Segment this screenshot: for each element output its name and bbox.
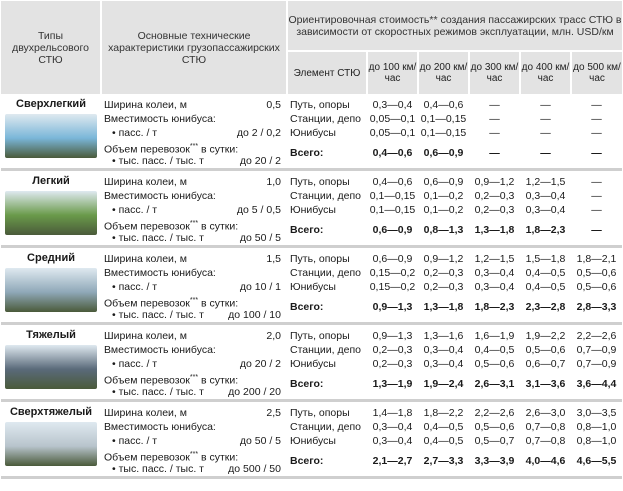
total-value: 2,8—3,3 [576, 301, 617, 313]
speed-column-cell [571, 170, 622, 247]
element-label: Станции, депо [290, 421, 361, 433]
cost-value: 2,2—2,6 [474, 407, 515, 419]
category-name: Сверхлегкий [16, 98, 86, 110]
cost-value: 0,3—0,4 [372, 99, 413, 111]
cost-value: 0,5—0,6 [474, 421, 515, 433]
cost-value: 0,4—0,5 [474, 344, 515, 356]
cost-value: 0,4—0,5 [525, 267, 566, 279]
volume-value: до 50 / 5 [239, 232, 281, 244]
capacity-value: до 2 / 0,2 [236, 127, 281, 139]
cost-header-text: Ориентировочная стоимость** создания пассажирских трасс СТЮ в зависимости от скоростных режимов эксплуатации, млн. USD/км [288, 13, 622, 38]
speed-column-cell [571, 94, 622, 170]
gauge-line [101, 406, 287, 420]
volume-label: Объем перевозок [104, 374, 190, 387]
element-label: Путь, опоры [290, 330, 350, 342]
speed-header-400: до 400 км/час [520, 51, 571, 94]
total-value: 1,8—2,3 [474, 301, 515, 313]
volume-label: Объем перевозок [104, 297, 190, 310]
cost-value: 0,2—0,3 [474, 204, 515, 216]
cost-value: 0,1—0,15 [420, 113, 467, 125]
speed-column-cell [469, 94, 520, 170]
cost-value: — [591, 190, 602, 202]
volume-label: Объем перевозок [104, 220, 190, 233]
element-label: Путь, опоры [290, 99, 350, 111]
total-value: 0,6—0,9 [372, 224, 413, 236]
element-label: Путь, опоры [290, 407, 350, 419]
cost-value: 2,2—2,6 [576, 330, 617, 342]
speed-column-cell [367, 401, 418, 478]
volume-unit: • тыс. пасс. / тыс. т [112, 386, 204, 398]
cost-value: 1,2—1,5 [525, 176, 566, 188]
element-label: Юнибусы [290, 435, 336, 447]
element-label: Путь, опоры [290, 176, 350, 188]
cost-value: 2,6—3,0 [525, 407, 566, 419]
capacity-unit: • пасс. / т [112, 358, 158, 370]
cost-value: 0,7—0,9 [576, 358, 617, 370]
volume-line [101, 294, 287, 308]
category-row [1, 170, 622, 247]
total-value: 1,9—2,4 [423, 378, 464, 390]
total-value: 1,3—1,8 [474, 224, 515, 236]
element-cell [287, 401, 367, 478]
cost-value: 1,9—2,2 [525, 330, 566, 342]
cost-value: — [591, 99, 602, 111]
total-value: 4,6—5,5 [576, 455, 617, 467]
volume-line [101, 217, 287, 231]
element-header: Элемент СТЮ [287, 51, 367, 94]
cost-value: 0,1—0,15 [369, 190, 416, 202]
cost-value: 0,2—0,3 [423, 267, 464, 279]
speed-header-500: до 500 км/час [571, 51, 622, 94]
total-value: 4,0—4,6 [525, 455, 566, 467]
cost-value: — [591, 176, 602, 188]
volume-value: до 100 / 10 [228, 309, 281, 321]
gauge-label: Ширина колеи, м [104, 176, 187, 188]
capacity-value: до 5 / 0,5 [236, 204, 281, 216]
tech-cell [101, 247, 287, 324]
speed-column-cell [418, 324, 469, 401]
table-body [1, 94, 622, 478]
speed-header-100: до 100 км/час [367, 51, 418, 94]
cost-value: 0,05—0,1 [369, 113, 416, 125]
total-value: — [489, 147, 500, 159]
element-label: Юнибусы [290, 204, 336, 216]
volume-value: до 500 / 50 [228, 463, 281, 475]
category-name: Тяжелый [26, 329, 76, 341]
capacity-line [101, 189, 287, 203]
speed-column-cell [520, 247, 571, 324]
cost-value: 3,0—3,5 [576, 407, 617, 419]
volume-unit: • тыс. пасс. / тыс. т [112, 232, 204, 244]
capacity-unit: • пасс. / т [112, 281, 158, 293]
category-cell [1, 170, 101, 247]
capacity-value-line [101, 203, 287, 217]
category-cell [1, 247, 101, 324]
volume-unit: • тыс. пасс. / тыс. т [112, 463, 204, 475]
capacity-value: до 20 / 2 [239, 358, 281, 370]
gauge-label: Ширина колеи, м [104, 407, 187, 419]
cost-value: 0,6—0,7 [525, 358, 566, 370]
cost-value: 0,2—0,3 [423, 281, 464, 293]
tech-cell [101, 401, 287, 478]
capacity-unit: • пасс. / т [112, 127, 158, 139]
speed-column-cell [418, 401, 469, 478]
volume-suffix: в сутки: [198, 297, 239, 310]
total-value: 1,3—1,8 [423, 301, 464, 313]
volume-footnote-mark: *** [189, 297, 199, 304]
category-name: Сверхтяжелый [9, 406, 93, 418]
speed-column-cell [571, 401, 622, 478]
speed-column-cell [571, 324, 622, 401]
gauge-label: Ширина колеи, м [104, 99, 187, 111]
cost-value: 0,05—0,1 [369, 127, 416, 139]
capacity-label: Вместимость юнибуса: [104, 421, 216, 433]
cost-value: 0,2—0,3 [474, 190, 515, 202]
cost-value: 0,3—0,4 [423, 358, 464, 370]
cost-value: 1,5—1,8 [525, 253, 566, 265]
category-photo [5, 268, 97, 312]
speed-column-cell [469, 401, 520, 478]
total-value: 3,6—4,4 [576, 378, 617, 390]
cost-value: — [540, 127, 551, 139]
capacity-value-line [101, 357, 287, 371]
cost-value: — [591, 127, 602, 139]
tech-cell [101, 324, 287, 401]
cost-value: — [489, 113, 500, 125]
speed-column-cell [571, 247, 622, 324]
volume-unit: • тыс. пасс. / тыс. т [112, 155, 204, 167]
element-label: Станции, депо [290, 267, 361, 279]
category-photo [5, 114, 97, 158]
volume-suffix: в сутки: [198, 451, 239, 464]
category-photo [5, 191, 97, 235]
tech-header [101, 1, 287, 94]
gauge-label: Ширина колеи, м [104, 330, 187, 342]
speed-column-cell [418, 170, 469, 247]
capacity-line [101, 420, 287, 434]
speed-column-cell [367, 170, 418, 247]
cost-value: 1,2—1,5 [474, 253, 515, 265]
speed-column-cell [520, 324, 571, 401]
volume-value-line [101, 308, 287, 322]
cost-value: 0,6—0,9 [372, 253, 413, 265]
volume-suffix: в сутки: [198, 143, 239, 156]
cost-value: 0,3—0,4 [474, 281, 515, 293]
cost-value: 0,5—0,6 [525, 344, 566, 356]
element-cell [287, 324, 367, 401]
tech-header-text: Основные технические характеристики грузопассажирских СТЮ [108, 29, 280, 66]
cost-value: 0,9—1,3 [372, 330, 413, 342]
total-value: 1,3—1,9 [372, 378, 413, 390]
total-value: 2,3—2,8 [525, 301, 566, 313]
volume-footnote-mark: *** [189, 220, 199, 227]
total-value: 0,8—1,3 [423, 224, 464, 236]
cost-value: 1,8—2,2 [423, 407, 464, 419]
cost-value: — [591, 204, 602, 216]
volume-line [101, 371, 287, 385]
capacity-label: Вместимость юнибуса: [104, 190, 216, 202]
cost-value: — [489, 127, 500, 139]
category-cell [1, 94, 101, 170]
cost-value: 0,4—0,6 [423, 99, 464, 111]
volume-line [101, 140, 287, 154]
types-header-text: Типы двухрельсового СТЮ [12, 29, 89, 66]
cost-value: 0,3—0,4 [474, 267, 515, 279]
cost-value: 1,4—1,8 [372, 407, 413, 419]
cost-value: 0,1—0,15 [420, 127, 467, 139]
capacity-value-line [101, 434, 287, 448]
cost-value: 0,2—0,3 [372, 358, 413, 370]
category-name: Легкий [32, 175, 70, 187]
gauge-value: 2,0 [266, 330, 281, 342]
cost-value: 0,2—0,3 [372, 344, 413, 356]
total-value: 0,9—1,3 [372, 301, 413, 313]
element-cell [287, 247, 367, 324]
cost-value: 0,5—0,6 [576, 281, 617, 293]
gauge-line [101, 175, 287, 189]
tech-cell [101, 94, 287, 170]
total-value: 1,8—2,3 [525, 224, 566, 236]
speed-header-200: до 200 км/час [418, 51, 469, 94]
cost-value: 0,1—0,2 [423, 190, 464, 202]
cost-value: — [540, 113, 551, 125]
cost-header [287, 1, 622, 51]
gauge-label: Ширина колеи, м [104, 253, 187, 265]
speed-column-cell [418, 94, 469, 170]
capacity-value-line [101, 126, 287, 140]
cost-value: 0,3—0,4 [423, 344, 464, 356]
types-header [1, 1, 101, 94]
speed-column-cell [469, 170, 520, 247]
gauge-line [101, 98, 287, 112]
capacity-value: до 50 / 5 [239, 435, 281, 447]
cost-value: 0,3—0,4 [372, 435, 413, 447]
capacity-value-line [101, 280, 287, 294]
total-label: Всего: [290, 455, 324, 467]
cost-value: 0,3—0,4 [372, 421, 413, 433]
volume-value: до 200 / 20 [228, 386, 281, 398]
cost-value: 0,4—0,5 [525, 281, 566, 293]
capacity-label: Вместимость юнибуса: [104, 344, 216, 356]
category-photo [5, 422, 97, 466]
cost-value: 0,1—0,15 [369, 204, 416, 216]
element-label: Юнибусы [290, 281, 336, 293]
cost-value: 0,4—0,5 [423, 421, 464, 433]
gauge-line [101, 329, 287, 343]
element-label: Юнибусы [290, 127, 336, 139]
cost-value: 0,9—1,2 [474, 176, 515, 188]
category-photo [5, 345, 97, 389]
element-label: Станции, депо [290, 113, 361, 125]
speed-column-cell [367, 247, 418, 324]
cost-value: 0,4—0,6 [372, 176, 413, 188]
category-row [1, 247, 622, 324]
volume-line [101, 448, 287, 462]
volume-suffix: в сутки: [198, 374, 239, 387]
volume-footnote-mark: *** [189, 143, 199, 150]
speed-column-cell [520, 401, 571, 478]
cost-value: 0,15—0,2 [369, 281, 416, 293]
element-label: Путь, опоры [290, 253, 350, 265]
volume-footnote-mark: *** [189, 451, 199, 458]
volume-label: Объем перевозок [104, 451, 190, 464]
volume-value-line [101, 462, 287, 476]
cost-value: 1,6—1,9 [474, 330, 515, 342]
total-label: Всего: [290, 378, 324, 390]
total-value: 2,6—3,1 [474, 378, 515, 390]
category-row [1, 94, 622, 170]
speed-column-cell [367, 324, 418, 401]
element-cell [287, 170, 367, 247]
total-label: Всего: [290, 147, 324, 159]
cost-value: 0,7—0,9 [576, 344, 617, 356]
volume-label: Объем перевозок [104, 143, 190, 156]
cost-value: — [591, 113, 602, 125]
cost-value: 0,3—0,4 [525, 190, 566, 202]
capacity-unit: • пасс. / т [112, 204, 158, 216]
cost-value: — [489, 99, 500, 111]
total-value: 2,7—3,3 [423, 455, 464, 467]
volume-unit: • тыс. пасс. / тыс. т [112, 309, 204, 321]
speed-column-cell [469, 247, 520, 324]
total-label: Всего: [290, 301, 324, 313]
total-value: — [540, 147, 551, 159]
gauge-value: 1,5 [266, 253, 281, 265]
element-cell [287, 94, 367, 170]
cost-value: 0,3—0,4 [525, 204, 566, 216]
volume-value-line [101, 231, 287, 245]
cost-value: 0,7—0,8 [525, 435, 566, 447]
cost-value: 0,5—0,6 [576, 267, 617, 279]
volume-value: до 20 / 2 [239, 155, 281, 167]
cost-value: 0,7—0,8 [525, 421, 566, 433]
total-value: — [591, 224, 602, 236]
category-cell [1, 401, 101, 478]
cost-value: 0,6—0,9 [423, 176, 464, 188]
cost-value: 1,3—1,6 [423, 330, 464, 342]
cost-value: 0,8—1,0 [576, 421, 617, 433]
gauge-value: 2,5 [266, 407, 281, 419]
capacity-value: до 10 / 1 [239, 281, 281, 293]
total-value: 3,1—3,6 [525, 378, 566, 390]
cost-value: 0,4—0,5 [423, 435, 464, 447]
volume-footnote-mark: *** [189, 374, 199, 381]
capacity-label: Вместимость юнибуса: [104, 267, 216, 279]
volume-suffix: в сутки: [198, 220, 239, 233]
total-value: 2,1—2,7 [372, 455, 413, 467]
volume-value-line [101, 385, 287, 399]
total-value: 3,3—3,9 [474, 455, 515, 467]
capacity-line [101, 112, 287, 126]
speed-header-300: до 300 км/час [469, 51, 520, 94]
speed-column-cell [418, 247, 469, 324]
capacity-line [101, 343, 287, 357]
category-row [1, 401, 622, 478]
total-value: 0,6—0,9 [423, 147, 464, 159]
cost-value: 0,9—1,2 [423, 253, 464, 265]
capacity-line [101, 266, 287, 280]
cost-value: 0,5—0,6 [474, 358, 515, 370]
speed-column-cell [367, 94, 418, 170]
total-value: — [591, 147, 602, 159]
total-label: Всего: [290, 224, 324, 236]
speed-column-cell [469, 324, 520, 401]
category-cell [1, 324, 101, 401]
capacity-label: Вместимость юнибуса: [104, 113, 216, 125]
total-value: 0,4—0,6 [372, 147, 413, 159]
tech-cell [101, 170, 287, 247]
capacity-unit: • пасс. / т [112, 435, 158, 447]
cost-table [1, 1, 622, 479]
gauge-value: 0,5 [266, 99, 281, 111]
category-row [1, 324, 622, 401]
category-name: Средний [27, 252, 75, 264]
cost-value: 0,8—1,0 [576, 435, 617, 447]
cost-value: 1,8—2,1 [576, 253, 617, 265]
element-label: Станции, депо [290, 344, 361, 356]
speed-column-cell [520, 94, 571, 170]
cost-value: 0,15—0,2 [369, 267, 416, 279]
gauge-line [101, 252, 287, 266]
element-label: Станции, депо [290, 190, 361, 202]
cost-value: 0,5—0,7 [474, 435, 515, 447]
cost-value: — [540, 99, 551, 111]
gauge-value: 1,0 [266, 176, 281, 188]
volume-value-line [101, 154, 287, 168]
speed-column-cell [520, 170, 571, 247]
element-label: Юнибусы [290, 358, 336, 370]
cost-value: 0,1—0,2 [423, 204, 464, 216]
